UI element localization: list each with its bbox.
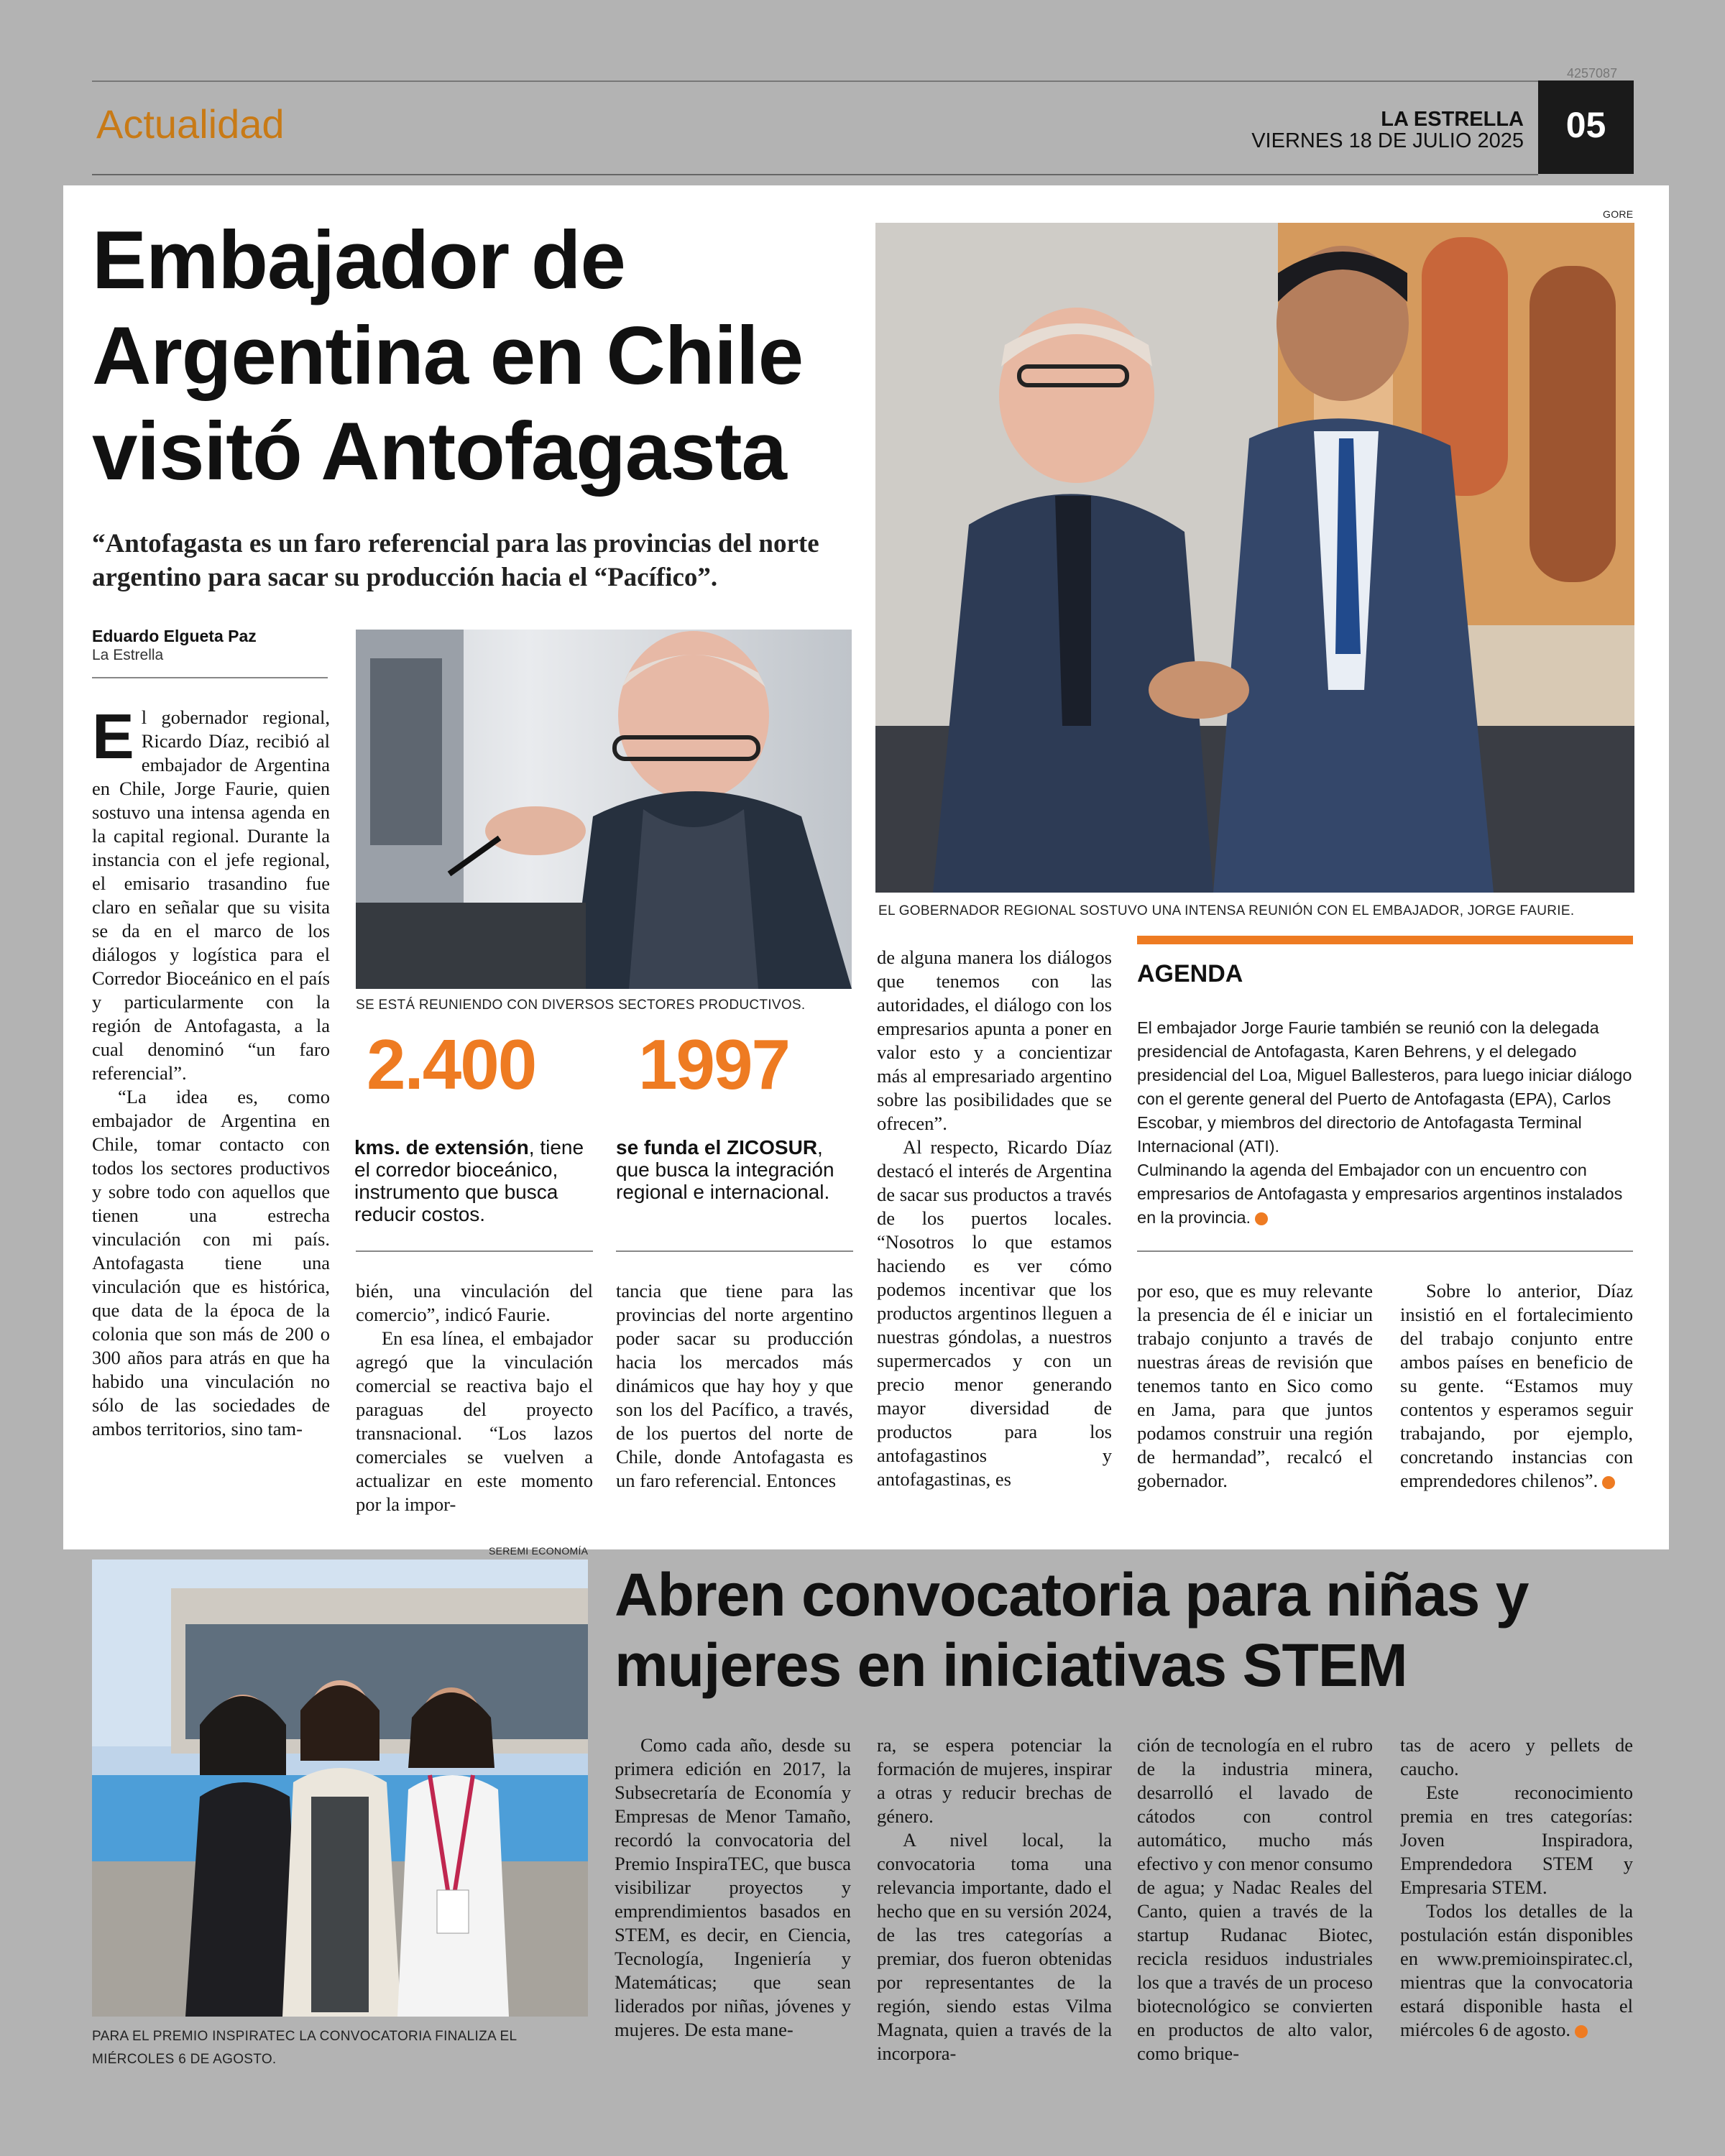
agenda-bottom-rule — [1137, 1250, 1633, 1252]
byline-author: Eduardo Elgueta Paz — [92, 627, 257, 645]
body-column-2 — [356, 1279, 593, 1516]
body-paragraph: Sobre lo anterior, Díaz insistió en el fortalecimiento del trabajo conjunto entre ambos países en beneficio de su gente. “Estamos muy contentos y esperamos seguir trabajando, por ejemplo, concretando instancias con emprendedores chilenos”. — [1400, 1280, 1633, 1491]
issue-date: VIERNES 18 DE JULIO 2025 — [1251, 129, 1524, 152]
body-paragraph: ción de tecnología en el rubro de la industria minera, desarrolló el lavado de cátodos con control automático, mucho más efectivo y con menor consumo de agua; y Nadac Reales del Canto, quien a través de la startup Rudanac Biotec, recicla residuos industriales los que a través de un proceso biotecnológico se convierten en productos de alto valor, como brique- — [1137, 1734, 1373, 2064]
article-title-line: visitó Antofagasta — [92, 406, 786, 497]
body-paragraph: l gobernador regional, Ricardo Díaz, recibió al embajador de Argentina en Chile, Jorge Faurie, quien sostuvo una intensa agenda en la capital regional. Durante la instancia con el jefe regional, el emisario trasandino fue claro en señalar que su visita se da en el marco de los diálogos y logística para el Corredor Bioceánico en el país y particularmente con la región de Antofagasta, a la cual denominó “un faro referencial”. — [92, 706, 330, 1084]
article-deck: “Antofagasta es un faro referencial para las provincias del norte argentino para sacar su producción hacia el “Pacífico”. — [92, 529, 819, 592]
stat-text-year — [616, 1136, 853, 1203]
main-photo-credit: GORE — [1603, 208, 1634, 220]
byline-outlet: La Estrella — [92, 647, 164, 663]
stat-bold-year: se funda el ZICOSUR — [616, 1136, 818, 1158]
end-mark-icon — [1602, 1476, 1615, 1489]
body-paragraph: por eso, que es muy relevante la presencia de él e iniciar un trabajo conjunto a través de nuestras áreas de revisión que tenemos tanto en Sico como en Jama, para que juntos podamos construir una región de hermandad”, recalcó el gobernador. — [1137, 1280, 1373, 1491]
stem-photo-caption — [92, 2025, 517, 2071]
body-paragraph: A nivel local, la convocatoria toma una relevancia importante, dado el hecho que en su versión 2024, de las tres categorías a premiar, dos fueron obtenidas por representantes de la región, siendo estas Vilma Magnata, quien a través de la incorpora- — [877, 1829, 1112, 2064]
agenda-title: AGENDA — [1137, 960, 1243, 987]
stem-column-3 — [1137, 1733, 1373, 2065]
stat-desc-year: , que busca la integración regional e internacional. — [616, 1136, 834, 1203]
body-paragraph: bién, una vinculación del comercio”, indicó Faurie. — [356, 1280, 593, 1325]
handshake-photo — [875, 223, 1634, 893]
stat-text-kms — [354, 1136, 592, 1225]
body-column-1 — [92, 701, 330, 1441]
body-paragraph: “La idea es, como embajador de Argentina en Chile, tomar contacto con todos los sectores productivos y sobre todo con aquellos que tienen una estrecha vinculación con mi país. Antofagasta tiene una vinculación que es histórica, que data de la época de la colonia que son más de 200 o 300 años para atrás en que ha habido una vinculación no sólo de las sociedades de ambos territorios, sino tam- — [92, 1086, 330, 1439]
body-paragraph: Al respecto, Ricardo Díaz destacó el interés de Argentina de sacar sus productos a través de los puertos locales. “Nosotros lo que estamos haciendo es ver cómo podemos incentivar que los productos argentinos lleguen a nuestras góndolas, a nuestros supermercados y con un precio menor generando mayor diversidad de productos para los antofagastinos y antofagastinas, es — [877, 1136, 1112, 1490]
body-paragraph: de alguna manera los diálogos que tenemos con las autoridades, el diálogo con los empresarios apunta a poner en valor esto y a concientizar más al empresariado argentino sobre las posibilidades que se ofrecen”. — [877, 946, 1112, 1134]
ambassador-speaking-photo — [356, 630, 852, 989]
stem-article-title — [615, 1560, 1528, 1700]
stem-women-photo — [92, 1560, 588, 2017]
body-column-6 — [1400, 1279, 1633, 1493]
section-label: Actualidad — [96, 101, 285, 147]
small-photo-caption: SE ESTÁ REUNIENDO CON DIVERSOS SECTORES PRODUCTIVOS. — [356, 998, 806, 1013]
body-column-4 — [877, 946, 1112, 1491]
clip-id: 4257087 — [1567, 66, 1618, 80]
body-paragraph: En esa línea, el embajador agregó que la vinculación comercial se reactiva bajo el paraguas del proyecto transnacional. “Los lazos comerciales se vuelven a actualizar en este momento por la impor- — [356, 1327, 593, 1515]
stem-photo-caption-line: PARA EL PREMIO INSPIRATEC LA CONVOCATORIA FINALIZA EL — [92, 2029, 518, 2044]
stem-photo-caption-line: MIÉRCOLES 6 DE AGOSTO. — [92, 2052, 277, 2067]
agenda-top-bar — [1137, 936, 1633, 944]
body-paragraph: Todos los detalles de la postulación están disponibles en www.premioinspiratec.cl, mientras que la convocatoria estará disponible hasta el miércoles 6 de agosto. — [1400, 1900, 1633, 2040]
body-column-5 — [1137, 1279, 1373, 1493]
stat-rule-left — [356, 1250, 593, 1252]
agenda-paragraph: El embajador Jorge Faurie también se reunió con la delegada presidencial de Antofagasta, Karen Behrens, y el delegado presidencial del Loa, Miguel Ballesteros, para luego iniciar diálogo con el gerente general del Puerto de Antofagasta (EPA), Carlos Escobar, y miembros del directorio de Antofagasta Terminal Internacional (ATI). — [1137, 1018, 1632, 1156]
stem-column-1 — [615, 1733, 851, 2042]
agenda-paragraph-end — [1137, 1158, 1633, 1230]
body-paragraph: tas de acero y pellets de caucho. — [1400, 1734, 1633, 1779]
publication-name: LA ESTRELLA — [1381, 108, 1524, 131]
body-paragraph: tancia que tiene para las provincias del norte argentino poder sacar su producción hacia los mercados más dinámicos que hay hoy y que son los del Pacífico, a través, de los puertos del norte de Chile, donde Antofagasta es un faro referencial. Entonces — [616, 1280, 853, 1491]
stem-article-title-line: Abren convocatoria para niñas y — [615, 1561, 1529, 1628]
end-mark-icon — [1575, 2025, 1588, 2038]
stem-photo-credit: SEREMI ECONOMÍA — [489, 1545, 589, 1557]
stem-column-4 — [1400, 1733, 1633, 2042]
byline-rule — [92, 677, 328, 678]
end-mark-icon — [1255, 1212, 1268, 1225]
article-title-line: Argentina en Chile — [92, 310, 804, 402]
stem-article-title-line: mujeres en iniciativas STEM — [615, 1631, 1407, 1699]
body-paragraph: Como cada año, desde su primera edición en 2017, la Subsecretaría de Economía y Empresas de Menor Tamaño, recordó la convocatoria del Premio InspiraTEC, que busca visibilizar proyectos y emprendimientos basados en STEM, es decir, en Ciencia, Tecnología, Ingeniería y Matemáticas; que sean liderados por niñas, jóvenes y mujeres. De esta mane- — [615, 1734, 851, 2040]
body-paragraph: Este reconocimiento premia en tres categorías: Joven Inspiradora, Emprendedora STEM y Empresaria STEM. — [1400, 1782, 1633, 1898]
main-photo-caption: EL GOBERNADOR REGIONAL SOSTUVO UNA INTENSA REUNIÓN CON EL EMBAJADOR, JORGE FAURIE. — [878, 903, 1575, 918]
article-title — [92, 213, 803, 499]
stat-rule-right — [616, 1250, 853, 1252]
header-bottom-rule — [92, 174, 1538, 175]
header-top-rule — [92, 80, 1634, 82]
stat-bold-kms: kms. de extensión — [354, 1136, 529, 1158]
body-paragraph: ra, se espera potenciar la formación de mujeres, inspirar a otras y reducir brechas de género. — [877, 1734, 1112, 1827]
stat-number-kms: 2.400 — [367, 1025, 536, 1104]
body-column-3 — [616, 1279, 853, 1493]
drop-cap: E — [92, 701, 134, 772]
page-number: 05 — [1565, 105, 1606, 145]
stat-desc-kms: , tiene el corredor bioceánico, instrumento que busca reducir costos. — [354, 1136, 584, 1225]
agenda-paragraph: Culminando la agenda del Embajador con un encuentro con empresarios de Antofagasta y empresarios argentinos instalados en la provincia. — [1137, 1161, 1623, 1227]
article-title-line: Embajador de — [92, 215, 625, 306]
stat-number-year: 1997 — [638, 1025, 790, 1104]
stem-column-2 — [877, 1733, 1112, 2065]
agenda-text — [1137, 1016, 1633, 1230]
